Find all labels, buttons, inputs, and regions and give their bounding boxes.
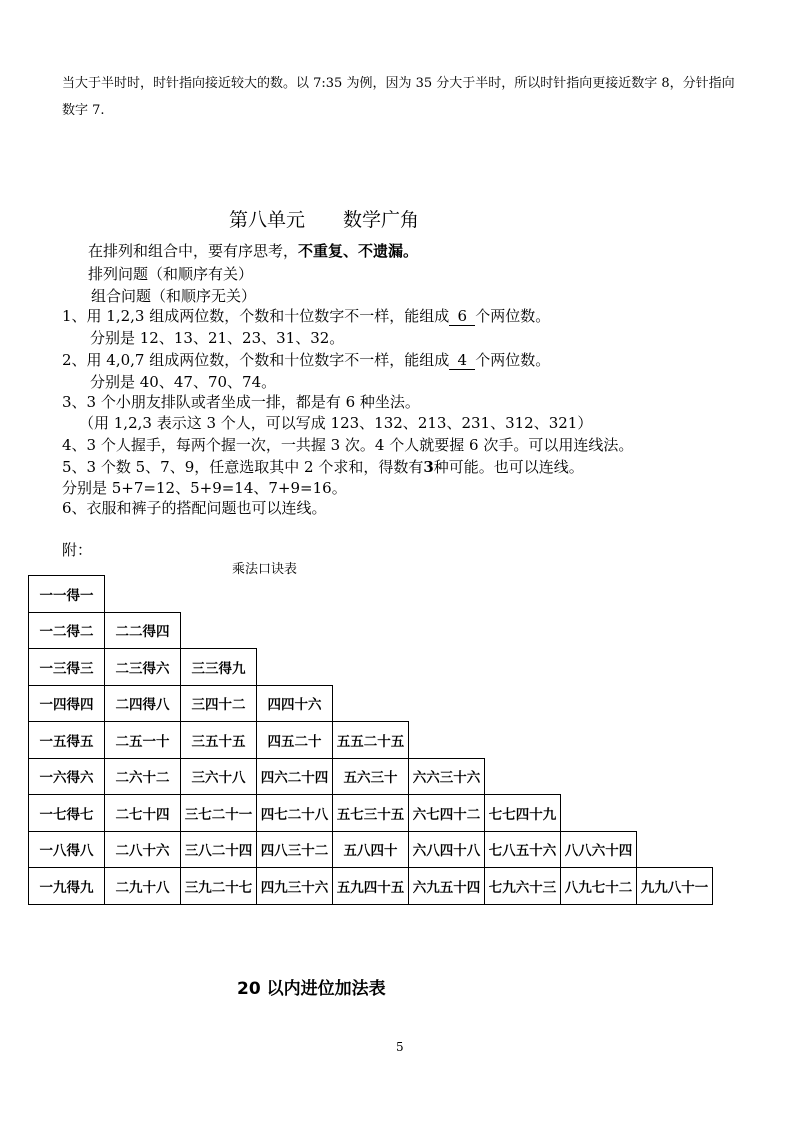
table-row — [29, 576, 713, 613]
table-cell: 一五得五 — [29, 722, 105, 759]
table-cell: 三四十二 — [181, 685, 257, 722]
table-cell-empty — [637, 795, 713, 832]
table-cell: 六七四十二 — [409, 795, 485, 832]
item-1-text-end: 个两位数。 — [475, 307, 551, 325]
table-cell-empty — [409, 576, 485, 613]
addition-table-title: 20 以内进位加法表 — [237, 979, 386, 999]
table-cell: 五六三十 — [333, 758, 409, 795]
table-cell-empty — [257, 576, 333, 613]
item-5 — [62, 456, 584, 477]
unit-intro-emphasis: 不重复、不遗漏。 — [298, 242, 419, 260]
table-cell: 三七二十一 — [181, 795, 257, 832]
table-row — [29, 722, 713, 759]
table-cell-empty — [257, 649, 333, 686]
table-cell-empty — [485, 576, 561, 613]
table-cell: 八九七十二 — [561, 868, 637, 905]
table-cell-empty — [333, 612, 409, 649]
table-cell: 二八十六 — [105, 831, 181, 868]
table-cell-empty — [637, 685, 713, 722]
table-cell: 四九三十六 — [257, 868, 333, 905]
table-cell-empty — [409, 722, 485, 759]
table-cell: 二九十八 — [105, 868, 181, 905]
table-cell-empty — [485, 758, 561, 795]
table-cell: 二六十二 — [105, 758, 181, 795]
table-cell: 四八三十二 — [257, 831, 333, 868]
table-cell-empty — [637, 758, 713, 795]
table-cell-empty — [561, 649, 637, 686]
item-2-answer: 4 — [449, 351, 475, 370]
table-cell: 四六二十四 — [257, 758, 333, 795]
table-cell: 六九五十四 — [409, 868, 485, 905]
table-cell: 二三得六 — [105, 649, 181, 686]
item-2-text: 2、用 4,0,7 组成两位数，个数和十位数字不一样，能组成 — [62, 351, 450, 369]
table-cell: 六六三十六 — [409, 758, 485, 795]
table-row — [29, 868, 713, 905]
table-cell: 一六得六 — [29, 758, 105, 795]
item-2-detail: 分别是 40、47、70、74。 — [90, 373, 277, 391]
unit-intro-text: 在排列和组合中，要有序思考， — [88, 242, 299, 260]
appendix-label: 附： — [62, 541, 93, 559]
item-2 — [62, 349, 550, 370]
unit-intro-line — [88, 240, 418, 261]
item-3-detail: （用 1,2,3 表示这 3 个人，可以写成 123、132、213、231、312、321） — [79, 414, 593, 432]
unit-heading — [229, 205, 419, 232]
table-row — [29, 831, 713, 868]
table-cell-empty — [333, 685, 409, 722]
table-cell-empty — [637, 612, 713, 649]
table-cell: 五八四十 — [333, 831, 409, 868]
table-cell-empty — [333, 649, 409, 686]
table-cell-empty — [105, 576, 181, 613]
intro-line-1: 当大于半时时，时针指向接近较大的数。以 7:35 为例，因为 35 分大于半时，所以时针指向更接近数字 8，分针指向 — [62, 76, 735, 91]
table-cell: 二七十四 — [105, 795, 181, 832]
table-cell-empty — [257, 612, 333, 649]
item-1-detail: 分别是 12、13、21、23、31、32。 — [90, 329, 345, 347]
table-cell: 一四得四 — [29, 685, 105, 722]
table-cell-empty — [637, 576, 713, 613]
table-row — [29, 612, 713, 649]
table-row — [29, 795, 713, 832]
unit-subtitle: 数学广角 — [343, 209, 420, 231]
table-cell-empty — [333, 576, 409, 613]
table-cell: 二二得四 — [105, 612, 181, 649]
table-cell-empty — [561, 795, 637, 832]
table-cell: 六八四十八 — [409, 831, 485, 868]
item-5-text: 5、3 个数 5、7、9，任意选取其中 2 个求和，得数有 — [62, 458, 424, 476]
table-cell: 一三得三 — [29, 649, 105, 686]
item-5-detail: 分别是 5+7=12、5+9=14、7+9=16。 — [62, 479, 347, 497]
table-cell-empty — [561, 758, 637, 795]
page-number: 5 — [396, 1040, 404, 1054]
table-cell-empty — [637, 831, 713, 868]
table-cell: 五五二十五 — [333, 722, 409, 759]
table-cell: 二五一十 — [105, 722, 181, 759]
table-cell-empty — [485, 722, 561, 759]
item-1 — [62, 305, 550, 326]
table-cell-empty — [561, 722, 637, 759]
table-cell-empty — [409, 649, 485, 686]
multiplication-table-title: 乘法口诀表 — [232, 562, 298, 577]
table-cell-empty — [409, 612, 485, 649]
item-4: 4、3 个人握手，每两个握一次，一共握 3 次。4 个人就要握 6 次手。可以用连线法。 — [62, 436, 634, 454]
table-cell: 三五十五 — [181, 722, 257, 759]
table-cell-empty — [485, 685, 561, 722]
table-cell-empty — [181, 612, 257, 649]
table-cell: 五九四十五 — [333, 868, 409, 905]
table-cell: 一七得七 — [29, 795, 105, 832]
table-cell: 二四得八 — [105, 685, 181, 722]
table-cell: 七七四十九 — [485, 795, 561, 832]
table-cell: 七八五十六 — [485, 831, 561, 868]
table-cell: 九九八十一 — [637, 868, 713, 905]
item-6: 6、衣服和裤子的搭配问题也可以连线。 — [62, 499, 327, 517]
table-cell: 七九六十三 — [485, 868, 561, 905]
table-cell-empty — [561, 612, 637, 649]
intro-line-2: 数字 7. — [62, 103, 105, 118]
table-cell: 三六十八 — [181, 758, 257, 795]
table-cell: 四五二十 — [257, 722, 333, 759]
item-2-text-end: 个两位数。 — [475, 351, 551, 369]
table-cell: 一二得二 — [29, 612, 105, 649]
unit-title: 第八单元 — [229, 209, 306, 231]
item-5-count: 3 — [423, 458, 434, 476]
table-row — [29, 649, 713, 686]
table-cell-empty — [637, 722, 713, 759]
item-5-text-end: 种可能。也可以连线。 — [433, 458, 584, 476]
table-cell: 三八二十四 — [181, 831, 257, 868]
table-cell-empty — [181, 576, 257, 613]
table-cell-empty — [561, 576, 637, 613]
table-cell: 四七二十八 — [257, 795, 333, 832]
table-cell: 一一得一 — [29, 576, 105, 613]
table-cell-empty — [561, 685, 637, 722]
table-cell: 三九二十七 — [181, 868, 257, 905]
table-row — [29, 758, 713, 795]
table-cell-empty — [485, 612, 561, 649]
table-cell: 四四十六 — [257, 685, 333, 722]
table-cell: 一九得九 — [29, 868, 105, 905]
table-cell: 五七三十五 — [333, 795, 409, 832]
table-cell-empty — [637, 649, 713, 686]
multiplication-table — [28, 575, 713, 905]
combine-line: 组合问题（和顺序无关） — [91, 287, 257, 305]
item-3: 3、3 个小朋友排队或者坐成一排，都是有 6 种坐法。 — [62, 393, 420, 411]
table-cell: 八八六十四 — [561, 831, 637, 868]
table-row — [29, 685, 713, 722]
table-cell: 一八得八 — [29, 831, 105, 868]
table-cell: 三三得九 — [181, 649, 257, 686]
table-cell-empty — [409, 685, 485, 722]
item-1-text: 1、用 1,2,3 组成两位数，个数和十位数字不一样，能组成 — [62, 307, 450, 325]
table-cell-empty — [485, 649, 561, 686]
item-1-answer: 6 — [449, 307, 475, 326]
arrange-line: 排列问题（和顺序有关） — [88, 265, 254, 283]
